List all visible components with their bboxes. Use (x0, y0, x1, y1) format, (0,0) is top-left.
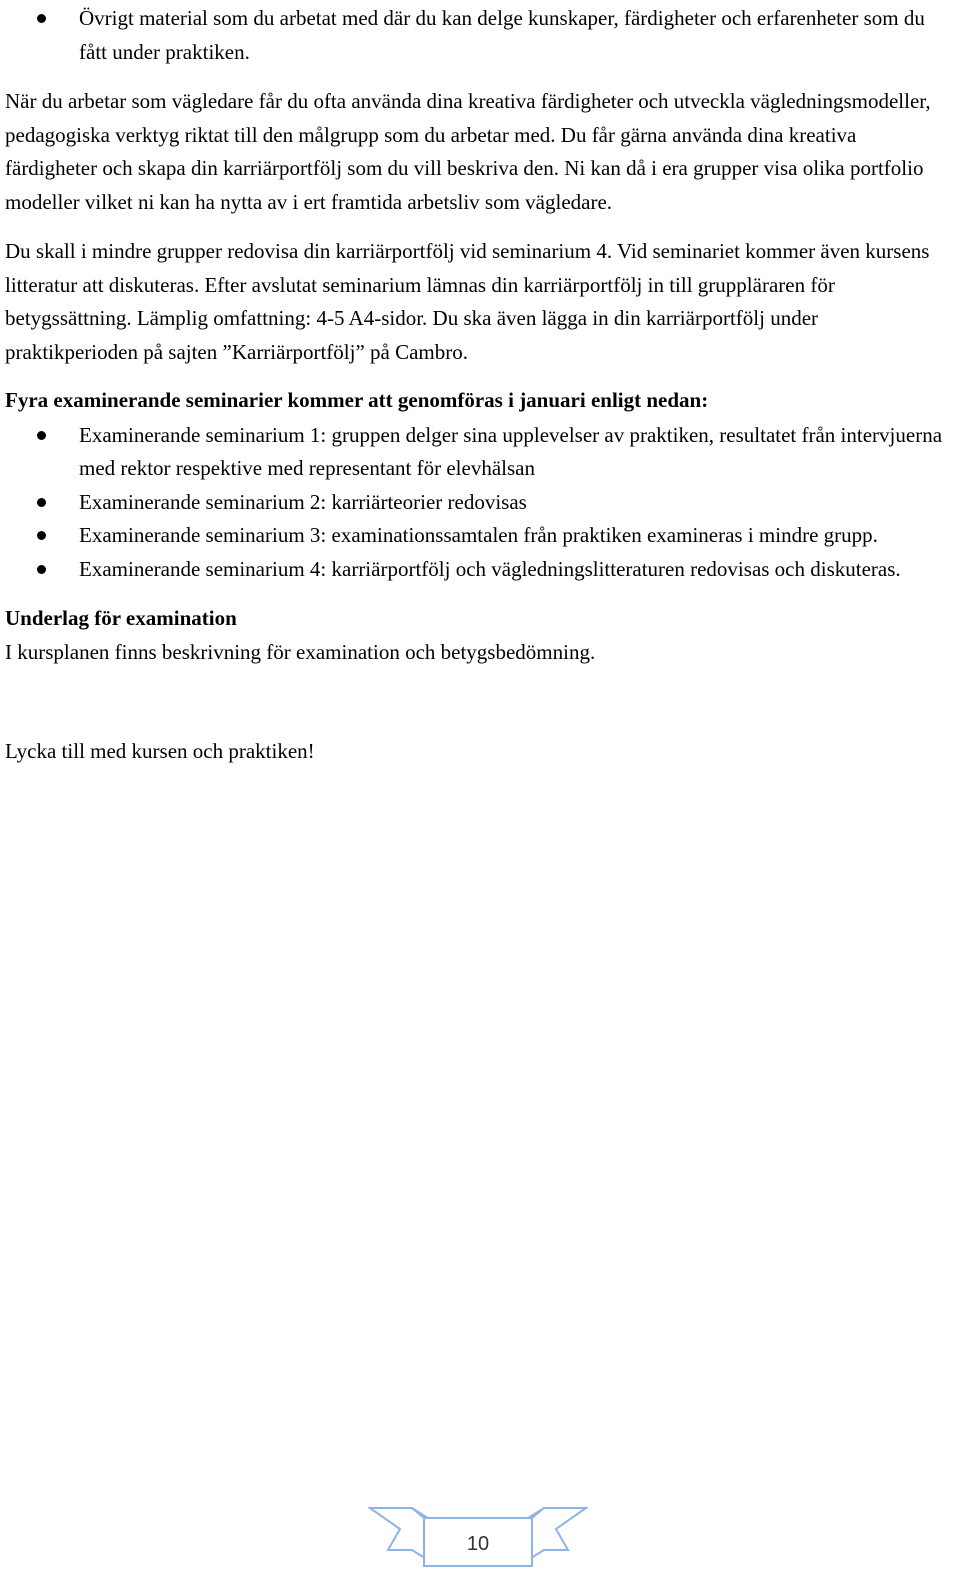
page-number-footer (368, 1504, 588, 1568)
exam-heading: Underlag för examination (5, 606, 237, 630)
paragraph-creative-skills: När du arbetar som vägledare får du ofta använda dina kreativa färdigheter och utveckla vägledningsmodeller, pedagogiska verktyg riktat till den målgrupp som du arbetar med. Du får gärna använda dina kreativa färdigheter och skapa din karriärportfölj som du vill beskriva den. Ni kan då i era grupper visa olika portfolio modeller vilket ni kan ha nytta av i ert framtida arbetsliv som vägledare. (5, 89, 931, 214)
seminar-item-1: Examinerande seminarium 1: gruppen delger sina upplevelser av praktiken, resultatet från intervjuerna med rektor respektive med representant för elevhälsan (5, 419, 953, 486)
seminar-item-3: Examinerande seminarium 3: examinationssamtalen från praktiken examineras i mindre grupp. (5, 519, 953, 553)
seminar-list (5, 419, 953, 587)
list-item: Övrigt material som du arbetat med där du kan delge kunskaper, färdigheter och erfarenheter som du fått under praktiken. (5, 2, 953, 69)
closing-line: Lycka till med kursen och praktiken! (5, 739, 315, 763)
seminars-heading: Fyra examinerande seminarier kommer att genomföras i januari enligt nedan: (5, 388, 709, 412)
page-number: 10 (466, 1533, 490, 1555)
material-list (5, 2, 953, 69)
page-content (5, 2, 953, 769)
seminar-item-2: Examinerande seminarium 2: karriärteorier redovisas (5, 486, 953, 520)
exam-text: I kursplanen finns beskrivning för examination och betygsbedömning. (5, 639, 596, 664)
paragraph-portfolio-presentation: Du skall i mindre grupper redovisa din karriärportfölj vid seminarium 4. Vid seminariet kommer även kursens litteratur att diskuteras. Efter avslutat seminarium lämnas din karriärportfölj in till gruppläraren för betygssättning. Lämplig omfattning: 4-5 A4-sidor. Du ska även lägga in din karriärportfölj under praktikperioden på sajten ”Karriärportfölj” på Cambro. (5, 239, 930, 364)
seminar-item-4: Examinerande seminarium 4: karriärportfölj och vägledningslitteraturen redovisas och diskuteras. (5, 553, 953, 587)
